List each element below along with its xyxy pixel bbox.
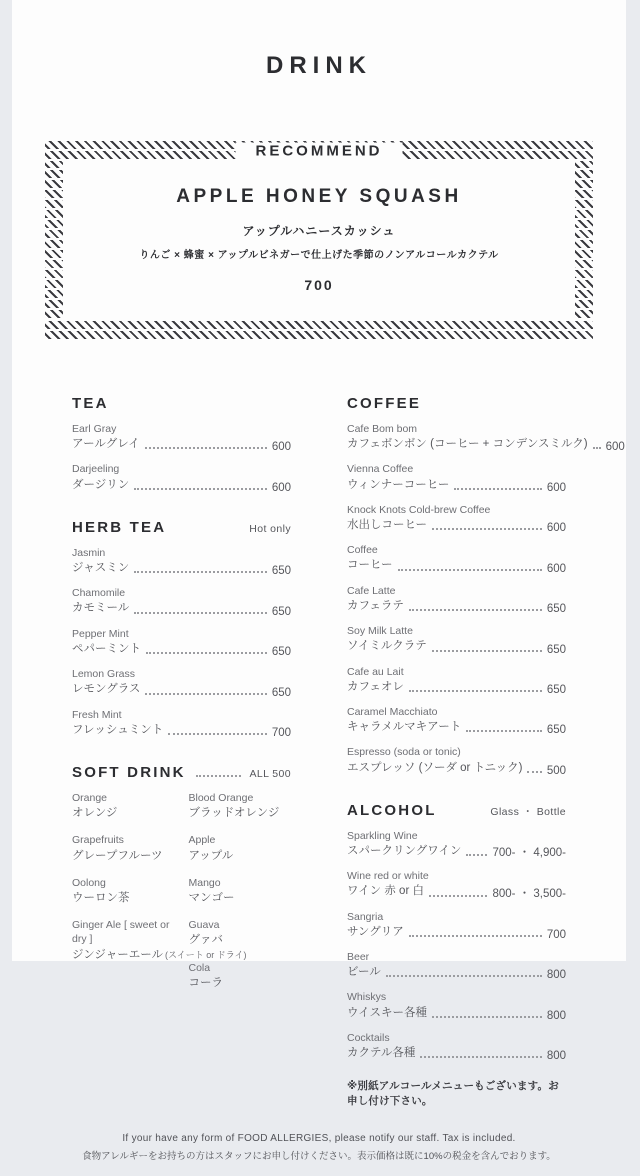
item-name-en: Ginger Ale [ sweet or dry ] [72,919,170,946]
menu-item [189,961,292,992]
item-name-en: Guava [188,919,220,932]
dot-leader [432,1016,542,1018]
item-name-ja: ソイミルクラテ [347,640,427,653]
item-price: 800- ・ 3,500- [492,887,566,900]
dot-leader [454,488,541,490]
dot-leader [429,895,488,897]
item-name-ja: カフェオレ [347,680,404,693]
item-name-ja: カモミール [72,602,130,615]
dot-leader [386,975,542,977]
item-name-en: Fresh Mint [72,708,122,721]
recommend-item-price: 700 [304,277,334,293]
menu-item [347,950,566,981]
herb-tea-hot-only-label: Hot only [249,522,291,535]
section-title-alcohol: ALCOHOL [347,801,437,819]
item-name-ja: ウイスキー各種 [347,1006,428,1019]
item-name-ja: キャラメルマキアート [347,721,462,734]
menu-item [72,627,291,658]
item-name-en: Pepper Mint [72,627,129,640]
item-name-en: Orange [72,791,108,804]
item-name-ja: カフェボンボン (コーヒー + コンデンスミルク) [347,438,588,451]
item-name-ja: オレンジ [72,807,118,820]
item-name-ja-option: (スイート or ドライ) [164,949,247,960]
section-herb-tea [72,519,291,739]
item-price: 700 [546,929,566,942]
item-name-en: Cafe Bom bom [347,423,418,435]
item-name-ja: アールグレイ [72,438,140,451]
menu-item [189,918,292,949]
menu-item [189,791,292,822]
item-price: 700 [271,726,291,739]
menu-item [72,422,291,453]
recommend-box-left-border [45,161,63,320]
dot-leader [398,569,542,571]
recommend-item-title: APPLE HONEY SQUASH [176,186,462,207]
section-title-tea: TEA [72,395,109,412]
soft-drink-subcolumn-right [189,791,292,1003]
item-name-ja: ジャスミン [72,562,130,575]
footer-notice-ja: 食物アレルギーをお持ちの方はスタッフにお申し付けください。表示価格は既に10%の税金を含んでおります。 [82,1151,556,1163]
menu-item [347,1031,566,1062]
item-price: 650 [271,605,291,618]
item-name-en: Sparkling Wine [347,829,418,842]
menu-item [347,869,566,900]
menu-item [347,745,566,776]
menu-item [72,546,291,577]
item-price: 650 [546,724,566,737]
item-price: 800 [546,969,566,982]
section-title-herb-tea: HERB TEA [72,518,167,536]
dot-leader [145,693,266,695]
item-name-en: Chamomile [72,587,126,600]
menu-item [347,462,566,493]
menu-item [72,586,291,617]
item-name-ja: サングリア [347,925,404,938]
item-price: 650 [546,643,566,656]
item-price: 650 [546,683,566,696]
item-name-en: Cocktails [347,1031,390,1044]
item-name-ja: ウーロン茶 [72,891,130,904]
section-alcohol [347,802,566,1109]
item-name-ja [72,947,247,964]
item-name-en: Coffee [347,544,378,557]
section-soft-drink [72,764,291,1003]
item-price: 700- ・ 4,900- [492,847,566,860]
dot-leader [432,528,542,530]
recommend-label: RECOMMEND [236,142,403,159]
dot-leader [409,609,542,611]
item-name-ja: スパークリングワイン [347,844,462,857]
dot-leader [432,650,542,652]
menu-item [72,462,291,493]
item-name-ja: ペパーミント [72,642,141,655]
item-name-en: Wine red or white [347,870,429,883]
item-name-en: Beer [347,951,370,964]
item-name-ja: ウィンナーコーヒー [347,478,450,491]
item-name-en: Espresso (soda or tonic) [347,746,461,759]
recommend-box-bottom-border [45,320,593,341]
item-price: 600 [546,481,566,494]
item-price: 600 [546,522,566,535]
item-name-en: Cola [188,961,211,974]
item-name-en: Whiskys [347,991,387,1004]
item-name-ja-main: ジンジャーエール [72,948,163,961]
dot-leader [145,447,267,449]
item-name-en: Cafe Latte [347,584,396,597]
dot-leader [527,771,541,773]
dot-leader [466,854,487,856]
item-name-ja: アップル [188,849,234,862]
dot-leader [593,447,601,449]
item-name-ja: カフェラテ [347,599,404,612]
item-name-ja: ビール [347,966,381,979]
menu-item [347,665,566,696]
menu-item [347,624,566,655]
item-name-en: Apple [188,834,216,847]
recommend-box-right-border [575,161,593,320]
item-name-ja: カクテル各種 [347,1047,416,1060]
section-title-coffee: COFFEE [347,395,422,412]
section-tea [72,395,291,494]
item-name-ja: レモングラス [72,683,141,696]
menu-item [72,667,291,698]
item-name-en: Vienna Coffee [347,463,414,476]
item-name-en: Caramel Macchiato [347,705,438,718]
item-name-ja: ダージリン [72,478,130,491]
item-name-en: Cafe au Lait [347,665,404,678]
menu-item [347,543,566,574]
menu-item [347,422,625,454]
section-title-soft-drink: SOFT DRINK [72,763,186,781]
item-price: 650 [546,603,566,616]
menu-item [189,876,292,907]
item-price: 600 [271,481,291,494]
footer-notice-en: If your have any form of FOOD ALLERGIES, please notify our staff. Tax is included. [122,1133,516,1145]
menu-columns [12,395,626,1133]
page-title: DRINK [266,52,372,79]
menu-item [347,584,566,615]
item-name-en: Oolong [72,876,106,889]
item-name-ja: グレープフルーツ [72,849,163,862]
dot-leader [134,612,267,614]
item-name-ja: コーラ [188,976,223,989]
item-name-ja: 水出しコーヒー [347,519,428,532]
menu-item [72,833,175,864]
menu-item [347,705,566,736]
item-price: 650 [271,565,291,578]
item-price: 650 [271,686,291,699]
menu-page [12,0,626,1163]
recommend-item-subtitle: アップルハニースカッシュ [242,224,396,238]
dot-leader [196,775,242,777]
item-name-ja: エスプレッソ (ソーダ or トニック) [347,761,523,774]
item-name-en: Soy Milk Latte [347,625,413,638]
item-name-en: Sangria [347,910,384,923]
recommend-box-top-border [45,140,593,161]
menu-item [72,876,175,907]
soft-drink-all-price-label: ALL 500 [249,767,291,780]
item-name-ja: グァバ [188,934,223,947]
item-name-en: Grapefruits [72,834,124,847]
item-name-en: Lemon Grass [72,668,136,681]
item-name-ja: コーヒー [347,559,393,572]
dot-leader [409,690,542,692]
menu-item [72,791,175,822]
item-name-ja: ブラッドオレンジ [188,807,280,820]
menu-item [72,708,291,739]
menu-item [347,503,566,534]
item-name-en: Earl Gray [72,423,117,435]
recommend-item-description: りんご × 蜂蜜 × アップルビネガーで仕上げた季節のノンアルコールカクテル [139,250,499,261]
item-name-en: Jasmin [72,546,106,559]
dot-leader [168,733,267,735]
dot-leader [466,730,542,732]
item-name-ja: マンゴー [188,891,235,904]
menu-column-right [347,395,625,1133]
dot-leader [146,652,267,654]
alcohol-menu-note: ※別紙アルコールメニューもございます。お申し付け下さい。 [347,1080,559,1108]
dot-leader [420,1056,541,1058]
item-price: 650 [271,646,291,659]
menu-item [347,910,566,941]
recommend-box [45,140,593,341]
dot-leader [409,935,542,937]
item-name-ja: ワイン 赤 or 白 [347,885,424,898]
item-price: 600 [605,441,625,454]
item-name-en: Blood Orange [188,791,254,804]
dot-leader [134,488,267,490]
item-price: 800 [546,1050,566,1063]
menu-column-left [72,395,291,1133]
item-price: 500 [546,764,566,777]
section-coffee [347,395,625,777]
menu-item [189,833,292,864]
item-name-en: Darjeeling [72,463,120,476]
item-price: 800 [546,1009,566,1022]
menu-item [347,829,566,860]
footer-notice [12,1133,626,1176]
menu-item [347,990,566,1021]
item-price: 600 [546,562,566,575]
item-name-en: Mango [188,876,221,889]
item-name-ja: フレッシュミント [72,723,164,736]
alcohol-glass-bottle-label: Glass ・ Bottle [490,805,566,818]
item-name-en: Knock Knots Cold-brew Coffee [347,503,491,516]
dot-leader [134,571,267,573]
item-price: 600 [271,441,291,454]
